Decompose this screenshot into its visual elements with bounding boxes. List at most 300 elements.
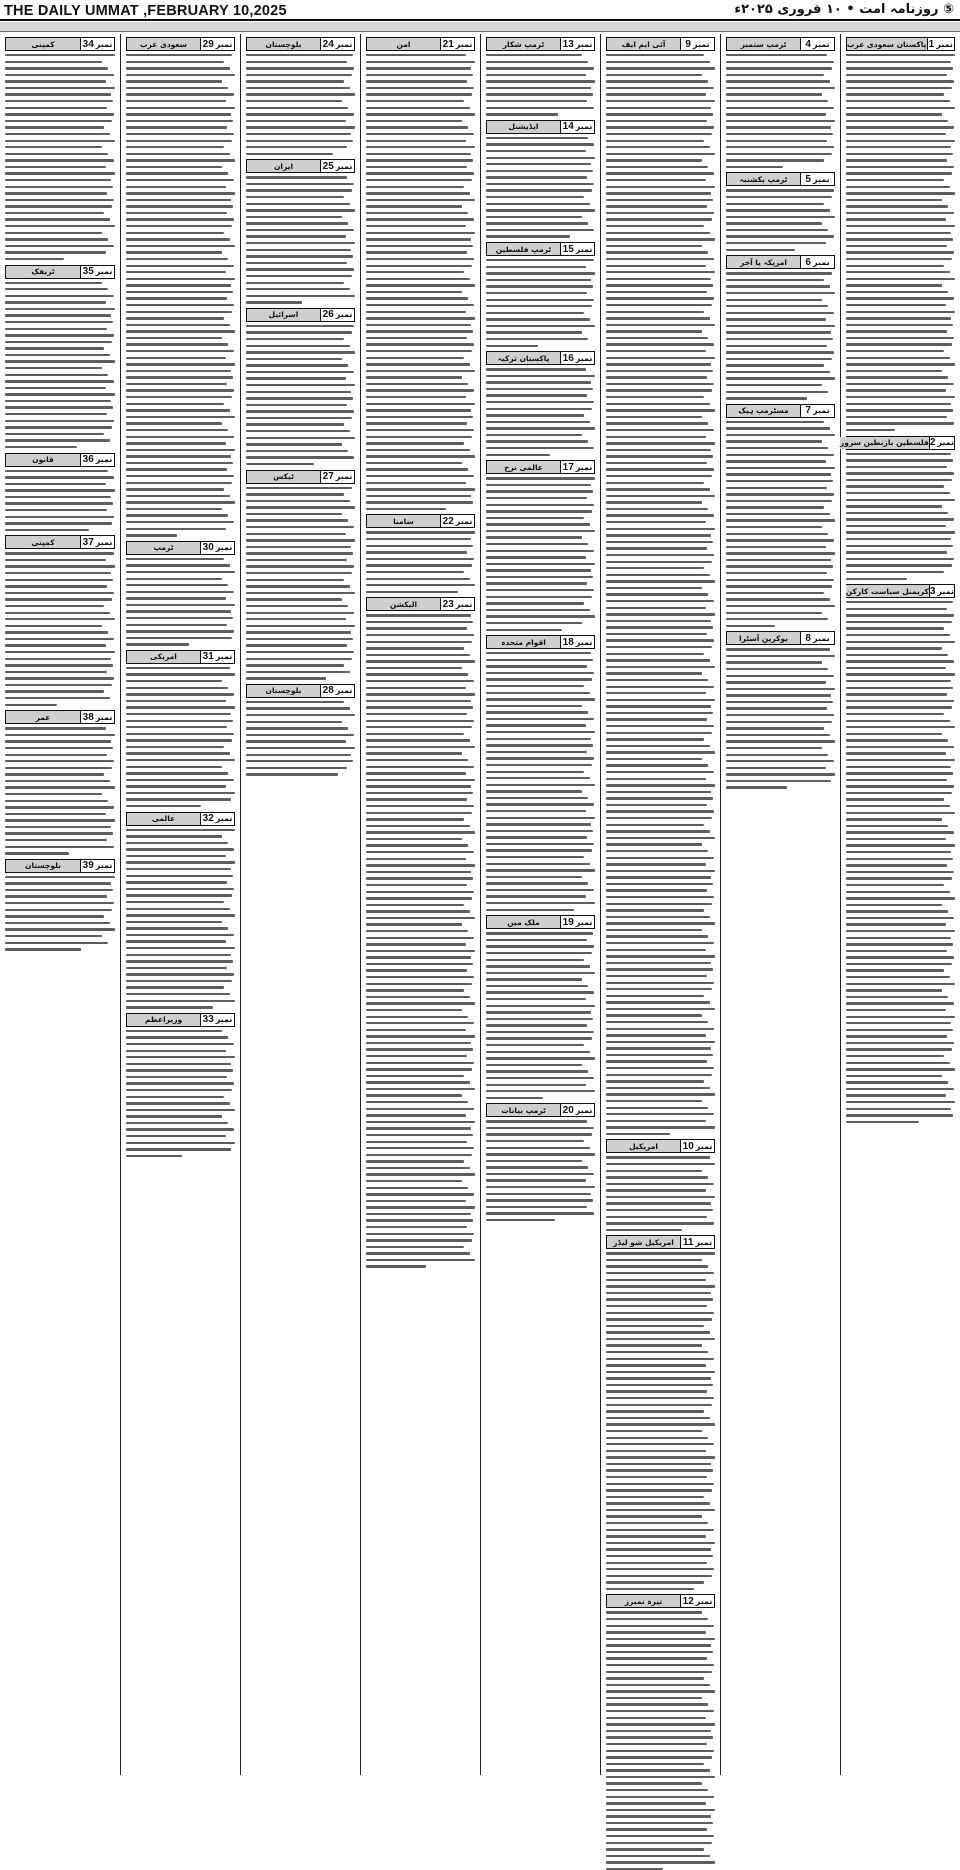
text-line	[5, 126, 104, 128]
text-line	[606, 1657, 707, 1659]
text-line	[5, 489, 115, 491]
text-line	[126, 624, 227, 626]
text-line	[846, 726, 955, 728]
text-line	[606, 100, 715, 102]
news-item	[246, 37, 355, 155]
text-line	[5, 400, 111, 402]
text-line	[846, 831, 954, 833]
text-line	[486, 836, 587, 838]
text-line	[366, 311, 466, 313]
text-line	[486, 189, 592, 191]
text-line	[486, 876, 582, 878]
text-line	[486, 1212, 594, 1214]
text-line	[126, 785, 226, 787]
text-line	[5, 605, 104, 607]
text-line	[126, 693, 234, 695]
item-title: عالمی	[127, 813, 200, 825]
text-line	[5, 172, 115, 174]
text-line	[366, 422, 467, 424]
text-line	[126, 643, 189, 645]
text-line	[606, 251, 708, 253]
text-line	[486, 744, 593, 746]
news-item	[486, 460, 595, 631]
text-line	[5, 374, 108, 376]
text-line	[126, 798, 231, 800]
text-line	[126, 166, 222, 168]
text-line	[126, 80, 222, 82]
text-line	[126, 960, 233, 962]
text-line	[366, 969, 467, 971]
item-body-text	[486, 652, 595, 911]
text-line	[846, 153, 953, 155]
text-line	[486, 1153, 595, 1155]
item-header	[486, 915, 595, 929]
text-line	[366, 591, 458, 593]
text-line	[846, 910, 948, 912]
text-line	[486, 345, 538, 347]
news-item	[726, 255, 835, 399]
text-line	[126, 888, 234, 890]
text-line	[606, 1717, 706, 1719]
text-line	[846, 492, 950, 494]
text-line	[846, 746, 954, 748]
text-line	[486, 797, 588, 799]
text-line	[5, 552, 114, 554]
item-number-digit: 1	[928, 38, 935, 50]
text-line	[126, 1036, 228, 1038]
text-line	[366, 140, 466, 142]
text-line	[126, 597, 226, 599]
text-line	[126, 495, 230, 497]
text-line	[846, 284, 942, 286]
text-line	[606, 968, 713, 970]
text-line	[726, 74, 824, 76]
text-line	[846, 205, 948, 207]
text-line	[486, 985, 588, 987]
text-line	[126, 475, 234, 477]
text-line	[126, 304, 234, 306]
text-line	[486, 266, 586, 268]
text-line	[5, 813, 106, 815]
item-number-digit: 37	[82, 536, 94, 548]
text-line	[846, 265, 944, 267]
text-line	[846, 317, 951, 319]
text-line	[606, 1522, 708, 1524]
text-line	[606, 1344, 702, 1346]
text-line	[246, 133, 351, 135]
text-line	[606, 672, 702, 674]
item-title: ایران	[247, 160, 320, 172]
news-item	[5, 265, 115, 449]
text-line	[486, 523, 590, 525]
text-line	[486, 685, 584, 687]
text-line	[366, 917, 475, 919]
text-line	[726, 235, 834, 237]
text-line	[5, 671, 107, 673]
text-line	[5, 133, 110, 135]
text-line	[846, 459, 953, 461]
text-line	[486, 454, 550, 456]
text-line	[5, 186, 113, 188]
item-body-text	[606, 1252, 715, 1590]
text-line	[726, 279, 824, 281]
item-title: امریکیل	[607, 1140, 680, 1152]
text-line	[846, 422, 954, 424]
text-line	[5, 786, 115, 788]
item-number-label: نمبر	[215, 39, 233, 49]
text-line	[366, 383, 468, 385]
item-number	[320, 471, 354, 483]
text-line	[126, 245, 235, 247]
item-header	[246, 159, 355, 173]
text-line	[606, 317, 710, 319]
text-line	[846, 120, 948, 122]
news-column	[360, 34, 480, 1775]
text-line	[126, 357, 226, 359]
text-line	[606, 245, 702, 247]
text-line	[606, 192, 711, 194]
text-line	[126, 409, 230, 411]
text-line	[5, 942, 108, 944]
item-body-text	[486, 54, 595, 116]
text-line	[486, 952, 592, 954]
text-line	[486, 1011, 591, 1013]
text-line	[126, 973, 234, 975]
item-title: کمپنی	[6, 38, 80, 50]
text-line	[486, 1173, 594, 1175]
text-line	[246, 74, 352, 76]
text-line	[486, 67, 594, 69]
item-title: ٹرمپ ستمبر	[727, 38, 800, 50]
text-line	[846, 330, 947, 332]
text-line	[126, 186, 226, 188]
text-line	[846, 251, 954, 253]
text-line	[366, 1062, 474, 1064]
text-line	[726, 655, 835, 657]
text-line	[246, 631, 351, 633]
text-line	[606, 1292, 711, 1294]
item-number	[320, 38, 354, 50]
text-line	[606, 1305, 707, 1307]
text-line	[246, 585, 350, 587]
item-header	[606, 1594, 715, 1608]
text-line	[486, 113, 558, 115]
item-body-text	[246, 701, 355, 776]
text-line	[846, 1002, 954, 1004]
news-item	[366, 597, 475, 1268]
text-line	[366, 54, 466, 56]
text-line	[606, 653, 704, 655]
item-title: کمپنی	[6, 536, 80, 548]
text-line	[606, 409, 715, 411]
text-line	[126, 1063, 231, 1065]
item-number	[929, 437, 954, 449]
text-line	[726, 351, 834, 353]
text-line	[606, 87, 714, 89]
text-line	[246, 189, 352, 191]
item-body-text	[5, 54, 115, 260]
text-line	[846, 291, 948, 293]
text-line	[486, 895, 586, 897]
text-line	[366, 363, 470, 365]
text-line	[846, 976, 950, 978]
text-line	[726, 773, 835, 775]
text-line	[126, 488, 224, 490]
text-line	[5, 380, 114, 382]
text-line	[486, 665, 587, 667]
text-line	[486, 830, 593, 832]
text-line	[246, 671, 350, 673]
text-line	[486, 497, 587, 499]
text-line	[366, 146, 475, 148]
text-line	[366, 205, 462, 207]
text-line	[846, 1055, 944, 1057]
text-line	[126, 739, 232, 741]
text-line	[126, 940, 226, 942]
text-line	[726, 579, 834, 581]
text-line	[606, 1723, 715, 1725]
text-line	[606, 745, 710, 747]
text-line	[486, 843, 594, 845]
text-line	[486, 504, 594, 506]
text-line	[606, 429, 714, 431]
text-line	[126, 1006, 213, 1008]
text-line	[606, 1542, 715, 1544]
text-line	[126, 1000, 235, 1002]
text-line	[5, 928, 115, 930]
text-line	[366, 389, 474, 391]
text-line	[126, 1050, 226, 1052]
text-line	[246, 153, 333, 155]
text-line	[5, 153, 108, 155]
text-line	[246, 546, 351, 548]
text-line	[606, 146, 710, 148]
news-item	[126, 812, 235, 1009]
item-number-label: نمبر	[575, 122, 593, 132]
text-line	[246, 404, 347, 406]
text-line	[126, 100, 226, 102]
text-line	[726, 371, 830, 373]
text-line	[486, 576, 593, 578]
text-line	[126, 54, 232, 56]
item-number-label: نمبر	[455, 516, 473, 526]
text-line	[486, 629, 562, 631]
text-line	[246, 513, 342, 515]
text-line	[486, 440, 588, 442]
text-line	[5, 631, 108, 633]
text-line	[606, 1209, 713, 1211]
text-line	[246, 598, 342, 600]
text-line	[126, 1096, 224, 1098]
item-number-label: نمبر	[575, 39, 593, 49]
text-line	[366, 1042, 471, 1044]
item-number	[80, 860, 114, 872]
text-line	[606, 376, 707, 378]
text-line	[846, 80, 954, 82]
text-line	[606, 126, 714, 128]
news-item	[726, 631, 835, 789]
item-number-label: نمبر	[455, 599, 473, 609]
text-line	[606, 995, 704, 997]
item-body-text	[606, 1156, 715, 1231]
item-number	[680, 1140, 714, 1152]
text-line	[126, 363, 235, 365]
text-line	[726, 585, 832, 587]
text-line	[606, 1410, 704, 1412]
text-line	[246, 87, 350, 89]
text-line	[5, 218, 110, 220]
masthead	[0, 0, 960, 26]
text-line	[5, 212, 104, 214]
text-line	[606, 758, 702, 760]
news-item	[5, 710, 115, 854]
text-line	[126, 578, 222, 580]
text-line	[246, 384, 355, 386]
item-header	[486, 635, 595, 649]
text-line	[606, 396, 704, 398]
text-line	[846, 74, 947, 76]
text-line	[246, 282, 344, 284]
text-line	[5, 54, 115, 56]
text-line	[486, 1024, 587, 1026]
text-line	[366, 634, 474, 636]
text-line	[606, 403, 710, 405]
text-line	[486, 764, 592, 766]
text-line	[486, 143, 594, 145]
text-line	[606, 343, 714, 345]
text-line	[366, 133, 474, 135]
text-line	[126, 829, 235, 831]
text-line	[126, 133, 234, 135]
text-line	[366, 199, 475, 201]
text-line	[486, 1193, 591, 1195]
text-line	[5, 159, 114, 161]
text-line	[606, 166, 708, 168]
text-line	[606, 225, 704, 227]
text-line	[5, 559, 106, 561]
text-line	[606, 278, 711, 280]
text-line	[366, 805, 474, 807]
text-line	[246, 222, 348, 224]
text-line	[846, 525, 946, 527]
item-title: بلوچستان	[6, 860, 80, 872]
text-line	[726, 612, 822, 614]
text-line	[606, 120, 707, 122]
newspaper-columns	[0, 34, 960, 1775]
masthead-band	[0, 22, 960, 32]
text-line	[366, 531, 475, 533]
text-line	[606, 1815, 711, 1817]
text-line	[846, 720, 950, 722]
masthead-rule	[0, 19, 960, 21]
item-title: اسرائیل	[247, 309, 320, 321]
text-line	[366, 798, 467, 800]
text-line	[126, 113, 231, 115]
text-line	[606, 284, 713, 286]
text-line	[846, 989, 942, 991]
text-line	[366, 1016, 468, 1018]
text-line	[846, 479, 952, 481]
text-line	[5, 690, 104, 692]
text-line	[606, 771, 714, 773]
text-line	[846, 818, 942, 820]
text-line	[246, 288, 350, 290]
text-line	[606, 1555, 713, 1557]
text-line	[846, 759, 955, 761]
item-number-label: نمبر	[575, 1105, 593, 1115]
text-line	[606, 212, 714, 214]
text-line	[606, 935, 708, 937]
text-line	[5, 793, 102, 795]
item-body-text	[606, 1611, 715, 1870]
text-line	[606, 955, 715, 957]
text-line	[486, 209, 595, 211]
item-header	[5, 859, 115, 873]
text-line	[126, 508, 222, 510]
item-number	[200, 542, 234, 554]
item-header	[846, 37, 955, 51]
text-line	[246, 747, 355, 749]
text-line	[726, 780, 831, 782]
text-line	[606, 1782, 702, 1784]
text-line	[486, 375, 595, 377]
text-line	[606, 646, 712, 648]
text-line	[366, 1081, 470, 1083]
item-number-label: نمبر	[455, 39, 473, 49]
text-line	[126, 706, 235, 708]
text-line	[366, 660, 475, 662]
text-line	[846, 654, 948, 656]
text-line	[126, 584, 228, 586]
text-line	[606, 140, 704, 142]
text-line	[846, 409, 953, 411]
text-line	[846, 891, 950, 893]
text-line	[486, 659, 593, 661]
text-line	[726, 701, 833, 703]
item-number	[800, 173, 834, 185]
text-line	[606, 580, 715, 582]
text-line	[846, 752, 946, 754]
text-line	[126, 805, 201, 807]
text-line	[366, 508, 446, 510]
text-line	[846, 389, 946, 391]
text-line	[246, 100, 342, 102]
text-line	[606, 291, 707, 293]
item-title: سامنا	[367, 515, 440, 527]
text-line	[366, 551, 467, 553]
item-number-label: نمبر	[215, 543, 233, 553]
text-line	[726, 338, 833, 340]
text-line	[726, 146, 834, 148]
text-line	[606, 1397, 714, 1399]
text-line	[606, 922, 715, 924]
text-line	[126, 759, 235, 761]
text-line	[486, 569, 591, 571]
item-body-text	[846, 54, 955, 431]
item-title: فلسطین بازنطین سرور	[839, 438, 929, 448]
text-line	[726, 196, 832, 198]
text-line	[606, 1802, 706, 1804]
item-number	[927, 38, 955, 50]
text-line	[5, 258, 64, 260]
text-line	[726, 519, 835, 521]
text-line	[726, 391, 828, 393]
text-line	[726, 493, 834, 495]
text-line	[606, 797, 713, 799]
text-line	[606, 1743, 707, 1745]
text-line	[606, 1789, 708, 1791]
text-line	[846, 647, 942, 649]
